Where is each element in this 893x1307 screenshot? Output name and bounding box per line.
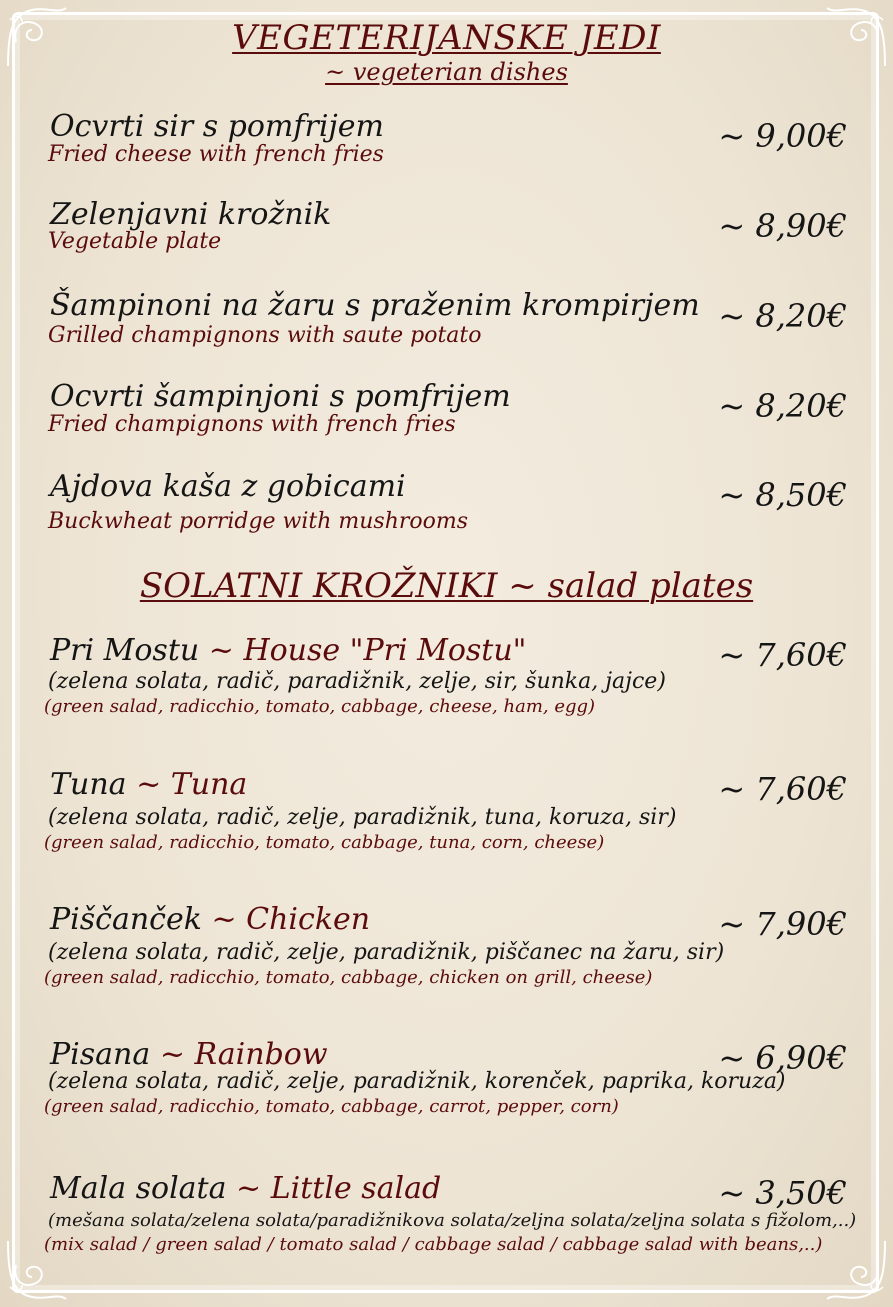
ornament-corner-icon — [821, 1235, 891, 1305]
veg-item-name: Zelenjavni krožnik — [50, 197, 332, 232]
veg-item-price: ~ 9,00€ — [718, 117, 847, 155]
salad-item-name — [50, 767, 248, 802]
salad-item-name-sl: Tuna — [50, 767, 127, 802]
salad-item-description: (zelena solata, radič, zelje, paradižnik, korenček, paprika, koruza) — [48, 1069, 786, 1094]
veg-section-subtitle: ~ vegeterian dishes — [325, 58, 568, 86]
salad-item-name-en: ~ Little salad — [236, 1171, 442, 1206]
veg-item-translation: Fried champignons with french fries — [48, 412, 456, 437]
salad-item-name — [50, 1171, 442, 1206]
salad-item-name-sl: Pri Mostu — [50, 633, 200, 668]
salad-item-description: (zelena solata, radič, paradižnik, zelje, sir, šunka, jajce) — [48, 669, 666, 694]
veg-item-name: Ajdova kaša z gobicami — [50, 469, 406, 504]
salad-item-description-en: (green salad, radicchio, tomato, cabbage, cheese, ham, egg) — [44, 696, 596, 717]
salad-item-description: (zelena solata, radič, zelje, paradižnik, piščanec na žaru, sir) — [48, 940, 725, 965]
salad-item-description-en: (green salad, radicchio, tomato, cabbage, carrot, pepper, corn) — [44, 1096, 619, 1117]
veg-item-name: Šampinoni na žaru s praženim krompirjem — [50, 288, 700, 323]
veg-item-translation: Vegetable plate — [48, 229, 222, 254]
salad-item-description-en: (green salad, radicchio, tomato, cabbage, chicken on grill, cheese) — [44, 967, 653, 988]
salad-item-name — [50, 633, 527, 668]
salad-item-name-sl: Mala solata — [50, 1171, 227, 1206]
salad-item-name-sl: Piščanček — [50, 902, 202, 937]
salad-item-description: (zelena solata, radič, zelje, paradižnik, tuna, koruza, sir) — [48, 805, 677, 830]
salad-item-name-en: ~ Tuna — [136, 767, 248, 802]
salad-item-name-sl: Pisana — [50, 1037, 151, 1072]
salad-item-description: (mešana solata/zelena solata/paradižnikova solata/zeljna solata/zeljna solata s fižolom,..) — [48, 1210, 857, 1231]
veg-item-translation: Buckwheat porridge with mushrooms — [48, 509, 469, 534]
veg-section-title: VEGETERIJANSKE JEDI — [232, 18, 661, 58]
salad-item-name-en: ~ House "Pri Mostu" — [208, 633, 527, 668]
salad-item-name-en: ~ Rainbow — [159, 1037, 328, 1072]
salad-item-price: ~ 7,90€ — [718, 905, 847, 943]
salad-item-description-en: (green salad, radicchio, tomato, cabbage, tuna, corn, cheese) — [44, 832, 605, 853]
veg-item-price: ~ 8,90€ — [718, 207, 847, 245]
salad-item-description-en: (mix salad / green salad / tomato salad / cabbage salad / cabbage salad with beans,..) — [44, 1234, 823, 1255]
salad-item-name — [50, 1037, 328, 1072]
veg-item-translation: Fried cheese with french fries — [48, 142, 384, 167]
salad-item-name — [50, 902, 371, 937]
salad-item-price: ~ 7,60€ — [718, 636, 847, 674]
salad-item-price: ~ 6,90€ — [718, 1039, 847, 1077]
salad-section-title: SOLATNI KROŽNIKI ~ salad plates — [139, 566, 754, 606]
veg-item-price: ~ 8,20€ — [718, 387, 847, 425]
salad-item-name-en: ~ Chicken — [211, 902, 371, 937]
salad-item-price: ~ 3,50€ — [718, 1174, 847, 1212]
veg-item-price: ~ 8,20€ — [718, 297, 847, 335]
veg-item-translation: Grilled champignons with saute potato — [48, 323, 482, 348]
veg-item-price: ~ 8,50€ — [718, 476, 847, 514]
salad-item-price: ~ 7,60€ — [718, 770, 847, 808]
veg-item-name: Ocvrti šampinjoni s pomfrijem — [50, 379, 511, 414]
veg-item-name: Ocvrti sir s pomfrijem — [50, 109, 384, 144]
